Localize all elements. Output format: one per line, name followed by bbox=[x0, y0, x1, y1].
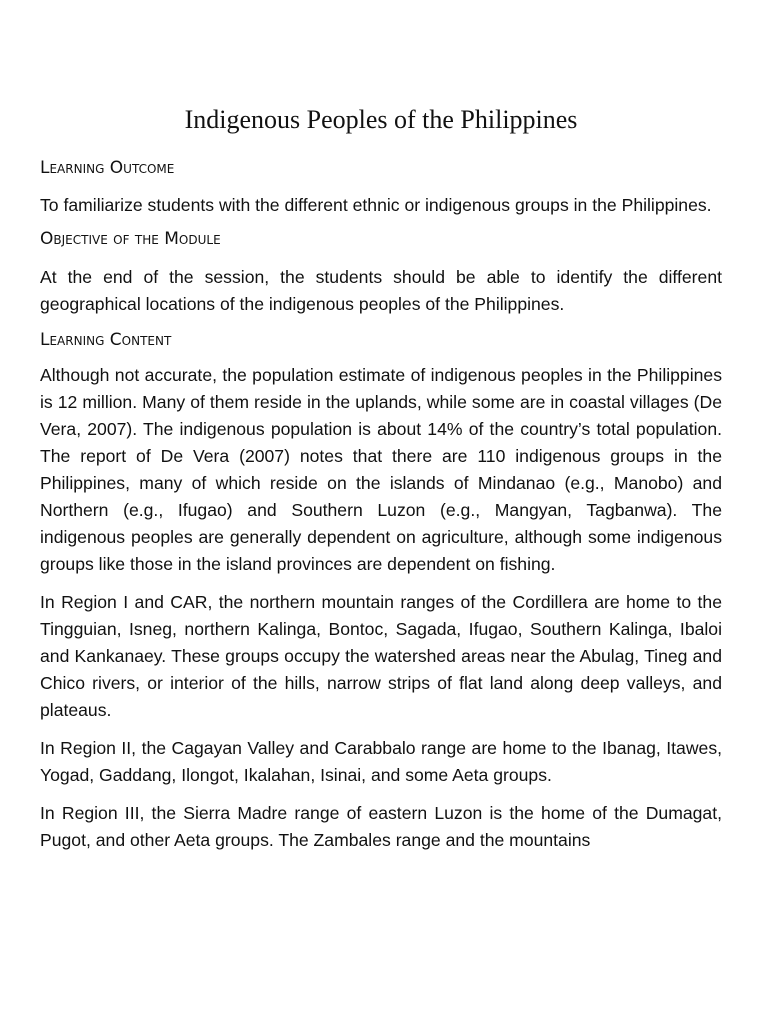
population-paragraph: Although not accurate, the population estimate of indigenous peoples in the Philippines is 12 million. Many of them reside in the uplands, while some are in coastal villages (De Vera, 2007). The indigenous population is about 14% of the country’s total population. The report of De Vera (2007) notes that there are 110 indigenous groups in the Philippines, many of which reside on the islands of Mindanao (e.g., Manobo) and Northern (e.g., Ifugao) and Southern Luzon (e.g., Mangyan, Tagbanwa). The indigenous peoples are generally dependent on agriculture, although some indigenous groups like those in the island provinces are dependent on fishing. bbox=[40, 365, 722, 574]
learning-content-heading: Learning Content bbox=[40, 330, 172, 350]
module-objective-heading: Objective of the Module bbox=[40, 229, 221, 249]
document-page bbox=[40, 0, 722, 854]
region-1-car-paragraph: In Region I and CAR, the northern mountain ranges of the Cordillera are home to the Tingguian, Isneg, northern Kalinga, Bontoc, Sagada, Ifugao, Southern Kalinga, Ibaloi and Kankanaey. These groups occupy the watershed areas near the Abulag, Tineg and Chico rivers, or interior of the hills, narrow strips of flat land along deep valleys, and plateaus. bbox=[40, 592, 722, 720]
region-3-paragraph: In Region III, the Sierra Madre range of eastern Luzon is the home of the Dumagat, Pugot, and other Aeta groups. The Zambales range and the mountains bbox=[40, 803, 722, 850]
learning-outcome-text: To familiarize students with the different ethnic or indigenous groups in the Philippines. bbox=[40, 195, 712, 215]
module-objective-text: At the end of the session, the students should be able to identify the different geographical locations of the indigenous peoples of the Philippines. bbox=[40, 267, 722, 314]
region-2-paragraph: In Region II, the Cagayan Valley and Carabbalo range are home to the Ibanag, Itawes, Yogad, Gaddang, Ilongot, Ikalahan, Isinai, and some Aeta groups. bbox=[40, 738, 722, 785]
learning-outcome-heading: Learning Outcome bbox=[40, 158, 175, 178]
document-title: Indigenous Peoples of the Philippines bbox=[184, 105, 578, 134]
